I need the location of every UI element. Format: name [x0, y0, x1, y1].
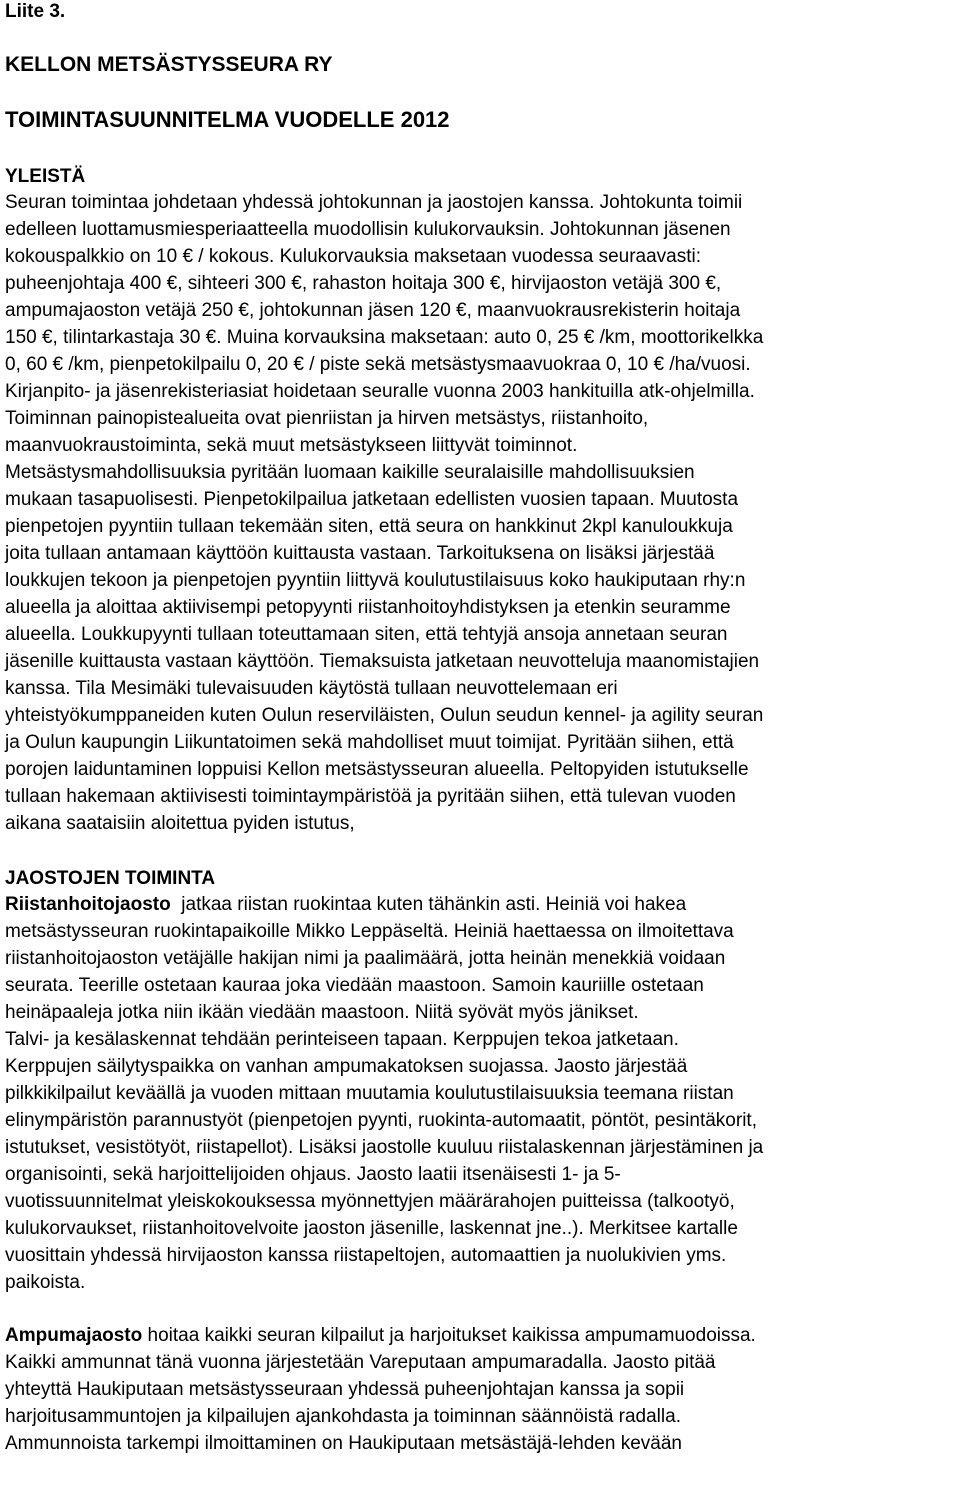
text-line: Ammunnoista tarkempi ilmoittaminen on Haukiputaan metsästäjä-lehden kevään	[5, 1433, 682, 1454]
text-line: Talvi- ja kesälaskennat tehdään perinteiseen tapaan. Kerppujen tekoa jatketaan.	[5, 1029, 679, 1050]
ampuma-name: Ampumajaosto	[5, 1325, 143, 1346]
document-page	[5, 0, 957, 1457]
text-line: joita tullaan antamaan käyttöön kuittausta vastaan. Tarkoituksena on lisäksi järjestää	[5, 543, 715, 564]
organization-name: KELLON METSÄSTYSSEURA RY	[5, 53, 333, 76]
text-line: Kirjanpito- ja jäsenrekisteriasiat hoidetaan seuralle vuonna 2003 hankituilla atk-ohjelmilla.	[5, 381, 755, 402]
text-line: 150 €, tilintarkastaja 30 €. Muina korvauksina maksetaan: auto 0, 25 € /km, moottorikelkka	[5, 327, 764, 348]
text-line: ja Oulun kaupungin Liikuntatoimen sekä mahdolliset muut toimijat. Pyritään siihen, että	[5, 732, 734, 753]
annex-label: Liite 3.	[5, 1, 66, 22]
text-line	[5, 891, 957, 918]
text-line: harjoitusammuntojen ja kilpailujen ajankohdasta ja toiminnan säännöistä radalla.	[5, 1406, 681, 1427]
general-paragraph	[5, 189, 957, 837]
text-line: 0, 60 € /km, pienpetokilpailu 0, 20 € / piste sekä metsästysmaavuokraa 0, 10 € /ha/vuosi.	[5, 354, 751, 375]
text-line: alueella. Loukkupyynti tullaan toteuttamaan siten, että tehtyjä ansoja annetaan seuran	[5, 624, 728, 645]
text-line: mukaan tasapuolisesti. Pienpetokilpailua jatketaan edellisten vuosien tapaan. Muutosta	[5, 489, 739, 510]
riistanhoito-paragraph	[5, 891, 957, 1296]
text-line: puheenjohtaja 400 €, sihteeri 300 €, rahaston hoitaja 300 €, hirvijaoston vetäjä 300 €,	[5, 273, 722, 294]
text-line: vuosittain yhdessä hirvijaoston kanssa riistapeltojen, automaattien ja nuolukivien yms.	[5, 1245, 727, 1266]
text-line: ampumajaoston vetäjä 250 €, johtokunnan jäsen 120 €, maanvuokrausrekisterin hoitaja	[5, 300, 741, 321]
text-line: Kaikki ammunnat tänä vuonna järjestetään Vareputaan ampumaradalla. Jaosto pitää	[5, 1352, 716, 1373]
text-line: Seuran toimintaa johdetaan yhdessä johtokunnan ja jaostojen kanssa. Johtokunta toimii	[5, 192, 743, 213]
text-line: yhteistyökumppaneiden kuten Oulun reserviläisten, Oulun seudun kennel- ja agility seuran	[5, 705, 764, 726]
text-line: pienpetojen pyyntiin tullaan tekemään siten, että seura on hankkinut 2kpl kanuloukkuja	[5, 516, 733, 537]
section-heading-general: YLEISTÄ	[5, 166, 86, 187]
text-line: metsästysseuran ruokintapaikoille Mikko Leppäseltä. Heiniä haettaessa on ilmoitettava	[5, 921, 734, 942]
text-line: seurata. Teerille ostetaan kauraa joka viedään maastoon. Samoin kauriille ostetaan	[5, 975, 704, 996]
ampuma-paragraph	[5, 1322, 957, 1457]
text-line	[5, 1322, 957, 1349]
text-line: jäsenille kuittausta vastaan käyttöön. Tiemaksuista jatketaan neuvotteluja maanomistajien	[5, 651, 760, 672]
text-line: maanvuokraustoiminta, sekä muut metsästykseen liittyvät toiminnot.	[5, 435, 578, 456]
text-line: kanssa. Tila Mesimäki tulevaisuuden käytöstä tullaan neuvottelemaan eri	[5, 678, 618, 699]
text-line: alueella ja aloittaa aktiivisempi petopyynti riistanhoitoyhdistyksen ja etenkin seuramme	[5, 597, 731, 618]
text-line: edelleen luottamusmiesperiaatteella muodollisin kulukorvauksin. Johtokunnan jäsenen	[5, 219, 731, 240]
section-heading-sections: JAOSTOJEN TOIMINTA	[5, 868, 216, 889]
text-line: loukkujen tekoon ja pienpetojen pyyntiin liittyvä koulutustilaisuus koko haukiputaan rhy:n	[5, 570, 746, 591]
text-line: riistanhoitojaoston vetäjälle hakijan nimi ja paalimäärä, jotta heinän menekkiä voidaan	[5, 948, 726, 969]
plan-title: TOIMINTASUUNNITELMA VUODELLE 2012	[5, 107, 450, 132]
text-line: heinäpaaleja jotka niin ikään viedään maastoon. Niitä syövät myös jänikset.	[5, 1002, 639, 1023]
text-line: organisointi, sekä harjoittelijoiden ohjaus. Jaosto laatii itsenäisesti 1- ja 5-	[5, 1164, 621, 1185]
text-line: kulukorvaukset, riistanhoitovelvoite jaoston jäsenille, laskennat jne..). Merkitsee kartalle	[5, 1218, 738, 1239]
text-line: yhteyttä Haukiputaan metsästysseuraan yhdessä puheenjohtajan kanssa ja sopii	[5, 1379, 685, 1400]
text-line: Metsästysmahdollisuuksia pyritään luomaan kaikille seuralaisille mahdollisuuksien	[5, 462, 695, 483]
text-line: istutukset, vesistötyöt, riistapellot). Lisäksi jaostolle kuuluu riistalaskennan järjestäminen ja	[5, 1137, 764, 1158]
text-line: kokouspalkkio on 10 € / kokous. Kulukorvauksia maksetaan vuodessa seuraavasti:	[5, 246, 702, 267]
riistanhoito-first-line: jatkaa riistan ruokintaa kuten tähänkin asti. Heiniä voi hakea	[170, 894, 687, 915]
text-line: porojen laiduntaminen loppuisi Kellon metsästysseuran alueella. Peltopyiden istutukselle	[5, 759, 749, 780]
riistanhoito-name: Riistanhoitojaosto	[5, 894, 171, 915]
text-line: Kerppujen säilytyspaikka on vanhan ampumakatoksen suojassa. Jaosto järjestää	[5, 1056, 688, 1077]
text-line: paikoista.	[5, 1272, 86, 1293]
text-line: aikana saataisiin aloitettua pyiden istutus,	[5, 813, 355, 834]
ampuma-first-line: hoitaa kaikki seuran kilpailut ja harjoitukset kaikissa ampumamuodoissa.	[142, 1325, 756, 1346]
text-line: pilkkikilpailut keväällä ja vuoden mittaan muutamia koulutustilaisuuksia teemana riistan	[5, 1083, 734, 1104]
text-line: tullaan hakemaan aktiivisesti toimintaympäristöä ja pyritään siihen, että tulevan vuoden	[5, 786, 736, 807]
text-line: Toiminnan painopistealueita ovat pienriistan ja hirven metsästys, riistanhoito,	[5, 408, 649, 429]
text-line: elinympäristön parannustyöt (pienpetojen pyynti, ruokinta-automaatit, pöntöt, pesintäkorit,	[5, 1110, 757, 1131]
text-line: vuotissuunnitelmat yleiskokouksessa myönnettyjen määrärahojen puitteissa (talkootyö,	[5, 1191, 735, 1212]
